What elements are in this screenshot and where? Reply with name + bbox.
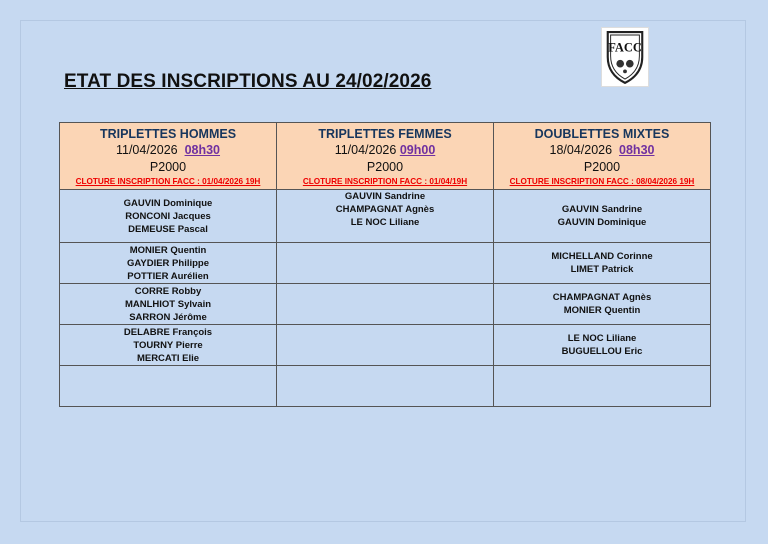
- player-name: CORRE Robby: [134, 285, 202, 297]
- table-header-row: [60, 123, 711, 190]
- player-name: POTTIER Aurélien: [127, 270, 209, 282]
- team-cell: [60, 325, 277, 366]
- team-cell: [60, 190, 277, 243]
- player-name: LE NOC Liliane: [567, 333, 637, 344]
- player-name: MONIER Quentin: [129, 244, 207, 256]
- player-name: MONIER Quentin: [563, 305, 641, 316]
- player-name: CHAMPAGNAT Agnès: [335, 204, 435, 215]
- event-date: 11/04/2026: [115, 142, 178, 157]
- event-closing: CLOTURE INSCRIPTION FACC : 01/04/2026 19H: [75, 176, 261, 186]
- page-title: ETAT DES INSCRIPTIONS AU 24/02/2026: [64, 71, 432, 92]
- team-cell-empty: [277, 325, 494, 366]
- player-name: BUGUELLOU Eric: [561, 346, 643, 357]
- table-row-empty: [60, 366, 711, 407]
- player-name: LE NOC Liliane: [350, 217, 420, 228]
- event-name: TRIPLETTES FEMMES: [318, 126, 452, 141]
- event-closing: CLOTURE INSCRIPTION FACC : 08/04/2026 19H: [509, 176, 695, 186]
- team-cell-empty: [277, 366, 494, 407]
- club-logo-shield-icon: [602, 28, 648, 86]
- player-name: DELABRE François: [123, 326, 213, 338]
- player-name: MANLHIOT Sylvain: [124, 298, 212, 310]
- event-date: 11/04/2026: [334, 142, 397, 157]
- team-cell: [277, 190, 494, 243]
- event-date: 18/04/2026: [549, 142, 613, 157]
- event-date-line: [277, 141, 493, 159]
- table-row: [60, 325, 711, 366]
- event-closing: CLOTURE INSCRIPTION FACC : 01/04/19H: [302, 176, 468, 186]
- team-cell-empty: [60, 366, 277, 407]
- team-cell: [494, 190, 711, 243]
- team-cell: [494, 243, 711, 284]
- event-date-line: [494, 141, 710, 159]
- event-header-triplettes-hommes: [60, 123, 277, 190]
- player-name: DEMEUSE Pascal: [128, 223, 208, 235]
- player-name: CHAMPAGNAT Agnès: [552, 292, 652, 303]
- event-header-doublettes-mixtes: [494, 123, 711, 190]
- team-cell-empty: [494, 366, 711, 407]
- team-cell-empty: [277, 284, 494, 325]
- player-name: TOURNY Pierre: [133, 339, 203, 351]
- team-cell: [494, 284, 711, 325]
- player-name: MERCATI Elie: [136, 352, 200, 364]
- event-name: TRIPLETTES HOMMES: [99, 126, 237, 141]
- event-time: 09h00: [399, 142, 436, 157]
- team-cell: [60, 284, 277, 325]
- event-header-triplettes-femmes: [277, 123, 494, 190]
- event-time: 08h30: [184, 142, 221, 157]
- table-row: [60, 190, 711, 243]
- event-date-line: [60, 141, 276, 159]
- table-row: [60, 284, 711, 325]
- team-cell: [60, 243, 277, 284]
- team-cell: [494, 325, 711, 366]
- club-logo: [601, 27, 649, 87]
- team-cell-empty: [277, 243, 494, 284]
- logo-text: FACC: [608, 40, 642, 55]
- player-name: GAUVIN Dominique: [557, 217, 647, 228]
- player-name: GAUVIN Dominique: [123, 197, 213, 209]
- player-name: MICHELLAND Corinne: [551, 251, 653, 262]
- player-name: GAYDIER Philippe: [127, 257, 209, 269]
- event-category: P2000: [149, 159, 187, 174]
- player-name: GAUVIN Sandrine: [561, 204, 643, 215]
- event-category: P2000: [583, 159, 621, 174]
- registrations-table: [59, 122, 711, 407]
- player-name: GAUVIN Sandrine: [344, 191, 426, 202]
- event-name: DOUBLETTES MIXTES: [534, 126, 670, 141]
- event-time: 08h30: [619, 142, 655, 157]
- player-name: SARRON Jérôme: [129, 311, 207, 323]
- table-row: [60, 243, 711, 284]
- event-category: P2000: [366, 159, 404, 174]
- player-name: RONCONI Jacques: [125, 210, 211, 222]
- player-name: LIMET Patrick: [570, 264, 634, 275]
